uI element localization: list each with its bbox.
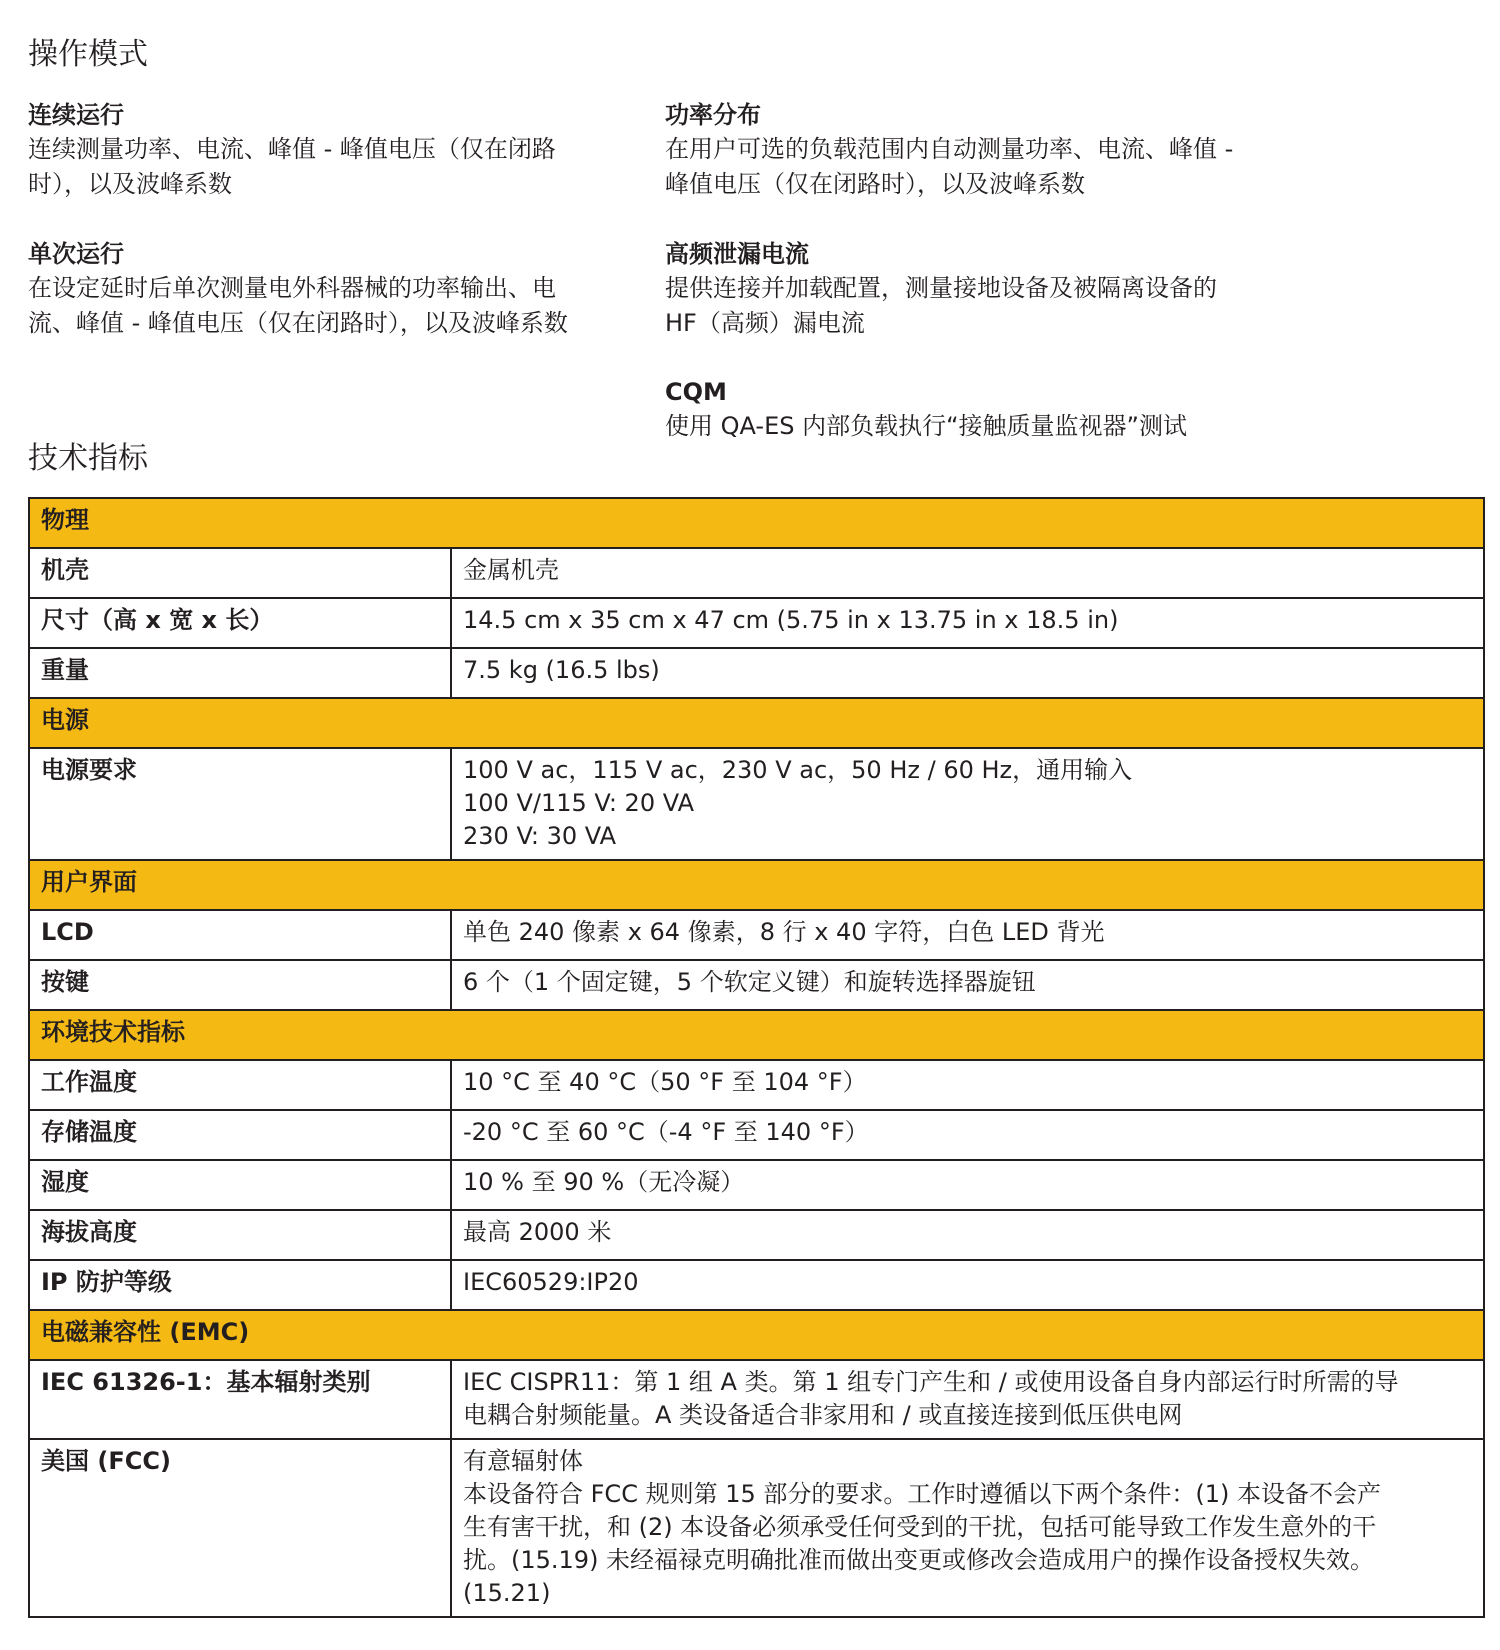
section-title: 环境技术指标	[29, 1010, 1484, 1060]
spec-label: IP 防护等级	[29, 1260, 451, 1310]
spec-label: 电源要求	[29, 748, 451, 860]
section-header-user-interface	[29, 860, 1484, 910]
section-title: 用户界面	[29, 860, 1484, 910]
specs-heading: 技术指标	[28, 441, 148, 476]
table-row	[29, 910, 1484, 960]
spec-label: 重量	[29, 648, 451, 698]
mode-hf-leakage	[665, 237, 1365, 341]
section-title: 电磁兼容性 (EMC)	[29, 1310, 1484, 1360]
spec-table	[28, 497, 1485, 1618]
table-row	[29, 648, 1484, 698]
mode-power-distribution	[665, 98, 1365, 202]
section-header-environment	[29, 1010, 1484, 1060]
mode-title: 功率分布	[665, 101, 761, 129]
section-header-power	[29, 698, 1484, 748]
mode-title: 高频泄漏电流	[665, 240, 809, 268]
mode-description: 连续测量功率、电流、峰值 - 峰值电压（仅在闭路 时），以及波峰系数	[28, 135, 556, 198]
mode-description: 使用 QA-ES 内部负载执行“接触质量监视器”测试	[665, 412, 1187, 440]
table-row	[29, 1060, 1484, 1110]
section-title: 物理	[29, 498, 1484, 548]
table-row	[29, 548, 1484, 598]
spec-value: 最高 2000 米	[451, 1210, 1484, 1260]
spec-label: LCD	[29, 910, 451, 960]
spec-value: 金属机壳	[451, 548, 1484, 598]
mode-description: 提供连接并加载配置，测量接地设备及被隔离设备的 HF（高频）漏电流	[665, 274, 1217, 337]
spec-label: 机壳	[29, 548, 451, 598]
mode-continuous	[28, 98, 628, 202]
section-header-physical	[29, 498, 1484, 548]
spec-label: 存储温度	[29, 1110, 451, 1160]
table-row	[29, 748, 1484, 860]
spec-value: -20 °C 至 60 °C（-4 °F 至 140 °F）	[451, 1110, 1484, 1160]
table-row	[29, 1110, 1484, 1160]
mode-title: 连续运行	[28, 101, 124, 129]
spec-value: 单色 240 像素 x 64 像素，8 行 x 40 字符，白色 LED 背光	[451, 910, 1484, 960]
mode-title: CQM	[665, 378, 727, 406]
spec-value: 10 °C 至 40 °C（50 °F 至 104 °F）	[451, 1060, 1484, 1110]
mode-description: 在用户可选的负载范围内自动测量功率、电流、峰值 - 峰值电压（仅在闭路时），以及波峰系数	[665, 135, 1234, 198]
table-row	[29, 1360, 1484, 1439]
spec-label: IEC 61326-1：基本辐射类别	[29, 1360, 451, 1439]
table-row	[29, 1260, 1484, 1310]
spec-value: 100 V ac，115 V ac，230 V ac，50 Hz / 60 Hz，通用输入 100 V/115 V: 20 VA 230 V: 30 VA	[451, 748, 1484, 860]
spec-label: 美国 (FCC)	[29, 1439, 451, 1617]
section-title: 电源	[29, 698, 1484, 748]
spec-label: 按键	[29, 960, 451, 1010]
spec-value: IEC60529:IP20	[451, 1260, 1484, 1310]
spec-value: 7.5 kg (16.5 lbs)	[451, 648, 1484, 698]
spec-label: 尺寸（高 x 宽 x 长）	[29, 598, 451, 648]
mode-title: 单次运行	[28, 240, 124, 268]
spec-value: 14.5 cm x 35 cm x 47 cm (5.75 in x 13.75 in x 18.5 in)	[451, 598, 1484, 648]
mode-description: 在设定延时后单次测量电外科器械的功率输出、电 流、峰值 - 峰值电压（仅在闭路时），以及波峰系数	[28, 274, 568, 337]
mode-single	[28, 237, 648, 341]
table-row	[29, 1210, 1484, 1260]
spec-label: 工作温度	[29, 1060, 451, 1110]
spec-value: 10 % 至 90 %（无冷凝）	[451, 1160, 1484, 1210]
table-row	[29, 960, 1484, 1010]
spec-label: 海拔高度	[29, 1210, 451, 1260]
section-header-emc	[29, 1310, 1484, 1360]
spec-value: IEC CISPR11：第 1 组 A 类。第 1 组专门产生和 / 或使用设备自身内部运行时所需的导 电耦合射频能量。A 类设备适合非家用和 / 或直接连接到低压供电网	[451, 1360, 1484, 1439]
table-row	[29, 1160, 1484, 1210]
spec-value: 6 个（1 个固定键，5 个软定义键）和旋转选择器旋钮	[451, 960, 1484, 1010]
table-row	[29, 598, 1484, 648]
spec-label: 湿度	[29, 1160, 451, 1210]
spec-value: 有意辐射体 本设备符合 FCC 规则第 15 部分的要求。工作时遵循以下两个条件：(1) 本设备不会产 生有害干扰，和 (2) 本设备必须承受任何受到的干扰，包括可能导致工作发生意外的干 扰。(15.19) 未经福禄克明确批准而做出变更或修改会造成用户的操作设备授权失效。 (15.21)	[451, 1439, 1484, 1617]
mode-cqm	[665, 375, 1365, 444]
table-row	[29, 1439, 1484, 1617]
modes-heading: 操作模式	[28, 37, 148, 72]
